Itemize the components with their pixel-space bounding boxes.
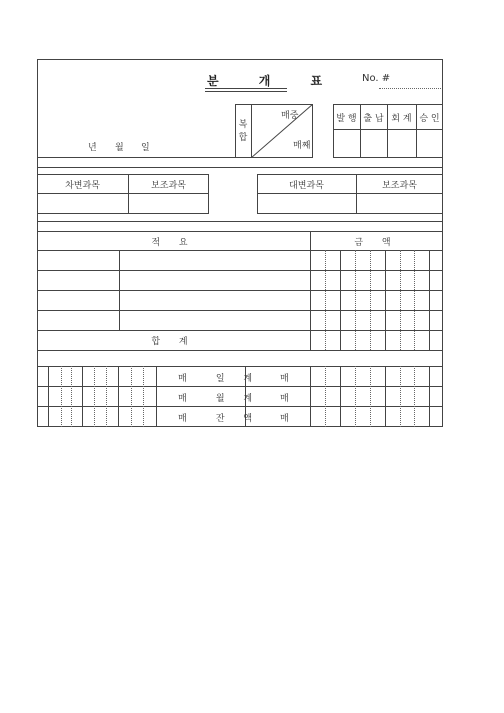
daily-right-label: 매 — [280, 374, 289, 384]
approval-accounting-stamp[interactable] — [388, 130, 416, 157]
debit-account-field[interactable] — [38, 194, 127, 213]
entry-summary-cell[interactable] — [120, 251, 309, 270]
approval-issue-stamp[interactable] — [334, 130, 360, 157]
balance-right-label: 매 — [280, 414, 289, 424]
entry-account-cell[interactable] — [38, 311, 118, 330]
monthly-right-label: 매 — [280, 394, 289, 404]
form-title: 분 개 표 — [207, 74, 341, 88]
amount-header: 금 액 — [354, 238, 399, 248]
credit-sub-account-label: 보조과목 — [382, 181, 417, 191]
entry-account-cell[interactable] — [38, 291, 118, 310]
number-label: No. # — [362, 73, 391, 84]
credit-sub-account-field[interactable] — [357, 194, 442, 213]
balance-label: 잔 액 — [215, 414, 261, 424]
daily-total-label: 일 계 — [215, 374, 261, 384]
header-separator — [37, 167, 443, 168]
summary-header: 적 요 — [151, 238, 196, 248]
total-label: 합 계 — [151, 337, 196, 347]
daily-left-label: 매 — [178, 374, 187, 384]
approval-issue-label: 발 행 — [336, 114, 357, 124]
monthly-left-label: 매 — [178, 394, 187, 404]
balance-left-label: 매 — [178, 414, 187, 424]
approval-approve-label: 승 인 — [419, 114, 440, 124]
year-label: 년 — [88, 143, 97, 153]
date-underline — [37, 157, 235, 158]
entry-account-cell[interactable] — [38, 251, 118, 270]
entry-summary-cell[interactable] — [120, 311, 309, 330]
day-label: 일 — [141, 143, 150, 153]
credit-account-field[interactable] — [258, 194, 355, 213]
approval-cash-stamp[interactable] — [361, 130, 387, 157]
entry-summary-cell[interactable] — [120, 291, 309, 310]
debit-account-label: 차변과목 — [65, 181, 100, 191]
approval-approve-stamp[interactable] — [417, 130, 443, 157]
approval-cash-label: 출 납 — [363, 114, 384, 124]
compound-bottom-label: 매째 — [293, 141, 311, 151]
entry-summary-cell[interactable] — [120, 271, 309, 290]
debit-sub-account-field[interactable] — [129, 194, 208, 213]
credit-account-label: 대변과목 — [289, 181, 324, 191]
monthly-total-label: 월 계 — [215, 394, 261, 404]
debit-sub-account-label: 보조과목 — [151, 181, 186, 191]
approval-accounting-label: 회 계 — [391, 114, 412, 124]
month-label: 월 — [115, 143, 124, 153]
compound-top-label: 매중 — [281, 111, 299, 121]
compound-left-label: 복 합 — [238, 120, 248, 143]
entry-account-cell[interactable] — [38, 271, 118, 290]
